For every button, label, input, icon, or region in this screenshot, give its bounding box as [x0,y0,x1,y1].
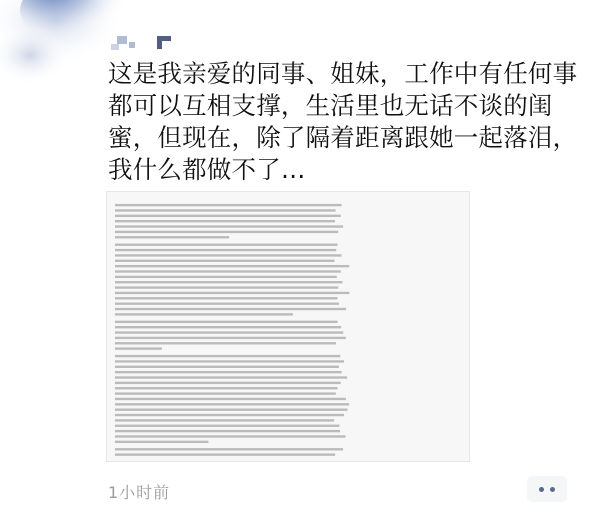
document-line [115,408,347,410]
document-line [115,347,162,349]
document-line [115,281,343,283]
document-line [115,414,344,416]
document-line [115,387,338,389]
more-dots-icon [550,487,555,492]
document-line [115,441,208,443]
document-line [115,376,347,378]
document-line [115,326,341,328]
document-line [115,448,343,450]
document-line [115,425,339,427]
document-line [115,342,336,344]
document-line [115,403,349,405]
document-line [115,225,343,227]
document-line [115,276,337,278]
document-line [115,308,346,310]
document-line [115,236,229,238]
document-line [115,292,349,294]
document-line [115,313,293,315]
document-line [115,244,338,246]
document-line [115,337,346,339]
document-line [115,209,336,211]
document-line [115,297,337,299]
document-line [115,331,343,333]
document-line [115,270,341,272]
document-line [115,419,334,421]
document-image [107,192,469,461]
document-line [115,265,349,267]
document-line [115,249,336,251]
document-line [115,355,340,357]
document-line [115,286,338,288]
document-line [115,366,339,368]
image-attachment[interactable] [106,191,470,462]
document-line [115,302,339,304]
document-line [115,231,338,233]
document-line [115,321,338,323]
more-button[interactable] [527,476,567,502]
document-line [115,254,342,256]
document-line [115,392,336,394]
document-line [115,204,342,206]
document-line [115,430,340,432]
document-line [115,435,346,437]
document-line [115,215,341,217]
document-line [115,371,342,373]
document-line [115,453,335,455]
document-line [115,220,335,222]
document-line [115,260,335,262]
document-line [115,360,344,362]
more-dots-icon [539,487,544,492]
timestamp: 1小时前 [108,483,171,502]
post-text: 这是我亲爱的同事、姐妹，工作中有任何事都可以互相支撑，生活里也无话不谈的闺蜜，但现在，除了隔着距离跟她一起落泪，我什么都做不了… [108,59,578,184]
document-line [115,398,346,400]
document-line [115,382,341,384]
